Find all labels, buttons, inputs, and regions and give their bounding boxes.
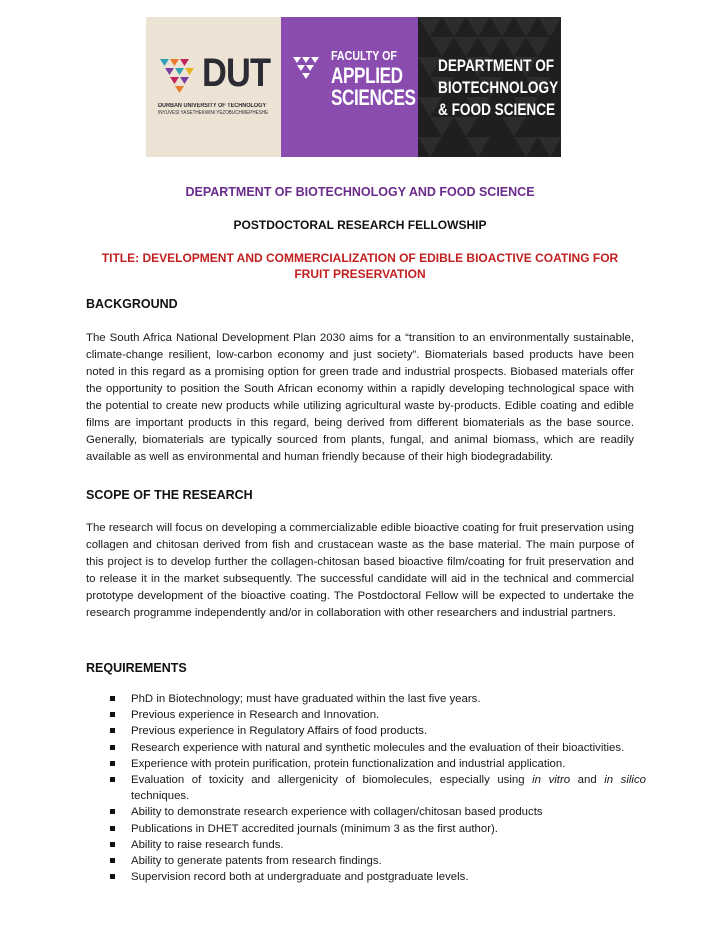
dut-triangles-logo	[160, 57, 200, 95]
requirement-item: Ability to raise research funds.	[86, 837, 646, 853]
department-line-1: DEPARTMENT OF	[438, 56, 555, 75]
fellowship-heading: POSTDOCTORAL RESEARCH FELLOWSHIP	[233, 218, 487, 232]
requirement-item: Experience with protein purification, protein functionalization and industrial application.	[86, 756, 646, 772]
faculty-line-3: SCIENCES	[331, 85, 416, 110]
faculty-triangles-logo	[293, 55, 327, 85]
requirement-item: PhD in Biotechnology; must have graduated within the last five years.	[86, 691, 646, 707]
bullet-icon	[110, 842, 115, 847]
bullet-icon	[110, 712, 115, 717]
requirement-item: Research experience with natural and synthetic molecules and the evaluation of their bioactivities.	[86, 740, 646, 756]
bullet-icon	[110, 874, 115, 879]
faculty-line-1: FACULTY OF	[331, 48, 397, 63]
department-heading: DEPARTMENT OF BIOTECHNOLOGY AND FOOD SCIENCE	[185, 185, 535, 199]
department-panel	[418, 17, 561, 157]
requirement-item: Ability to demonstrate research experience with collagen/chitosan based products	[86, 804, 646, 820]
faculty-panel	[281, 17, 418, 157]
background-paragraph: The South Africa National Development Plan 2030 aims for a “transition to an environmentally sustainable, climate-change resilient, low-carbon economy and just society”. Biomaterials based products have been noted in this regard as a promising option for green trade and industrial prospects. Biobased materials offer the opportunity to position the South African economy within a rapidly developing technological space with the potential to create new products while utilizing agricultural waste by-products. Edible coating and edible films are important products in this regard, being derived from different biomaterials as the base source. Generally, biomaterials are typically sourced from plants, fungal, and animal biomass, which are readily available as well as environmental and human friendly because of their high biodegradability.	[86, 332, 634, 464]
bullet-icon	[110, 728, 115, 733]
university-name-zulu: INYUVESI YASETHEKWINI YEZOBUCHWEPHESHE	[158, 110, 269, 116]
requirement-item: Previous experience in Research and Innovation.	[86, 707, 646, 723]
scope-heading: SCOPE OF THE RESEARCH	[86, 488, 253, 502]
faculty-line-2: APPLIED	[331, 63, 403, 88]
university-name: DURBAN UNIVERSITY OF TECHNOLOGY	[158, 103, 267, 109]
department-title	[438, 55, 561, 121]
background-heading: BACKGROUND	[86, 297, 178, 311]
bullet-icon	[110, 826, 115, 831]
header-banner	[146, 17, 561, 157]
bullet-icon	[110, 761, 115, 766]
requirement-item: Previous experience in Regulatory Affairs of food products.	[86, 723, 646, 739]
requirement-item: Ability to generate patents from research findings.	[86, 853, 646, 869]
requirement-item: Publications in DHET accredited journals (minimum 3 as the first author).	[86, 821, 646, 837]
department-line-3: & FOOD SCIENCE	[438, 100, 556, 119]
department-line-2: BIOTECHNOLOGY	[438, 78, 559, 97]
bullet-icon	[110, 777, 115, 782]
requirement-item-toxicity: Evaluation of toxicity and allergenicity of biomolecules, especially using in vitro and in silico techniques.	[86, 772, 646, 804]
requirements-heading: REQUIREMENTS	[86, 661, 187, 675]
bullet-icon	[110, 809, 115, 814]
scope-paragraph: The research will focus on developing a commercializable edible bioactive coating for fruit preservation using collagen and chitosan derived from fish and crustacean waste as the base material. The main purpose of this project is to develop further the collagen-chitosan based bioactive film/coating for fruit preservation and to release it in the market subsequently. The successful candidate will aid in the technical and commercial prototype development of the bioactive coating. The Postdoctoral Fellow will be expected to undertake the research programme independently and/or in collaboration with other researchers and industrial partners.	[86, 522, 634, 620]
bullet-icon	[110, 858, 115, 863]
project-title-line-2: FRUIT PRESERVATION	[294, 267, 426, 281]
dut-wordmark: DUT	[202, 51, 271, 95]
dut-panel	[146, 17, 281, 157]
bullet-icon	[110, 696, 115, 701]
project-title-line-1: TITLE: DEVELOPMENT AND COMMERCIALIZATION OF EDIBLE BIOACTIVE COATING FOR	[101, 251, 619, 265]
requirements-list	[86, 691, 646, 885]
bullet-icon	[110, 745, 115, 750]
project-title	[0, 250, 720, 282]
requirement-item: Supervision record both at undergraduate and postgraduate levels.	[86, 869, 646, 885]
